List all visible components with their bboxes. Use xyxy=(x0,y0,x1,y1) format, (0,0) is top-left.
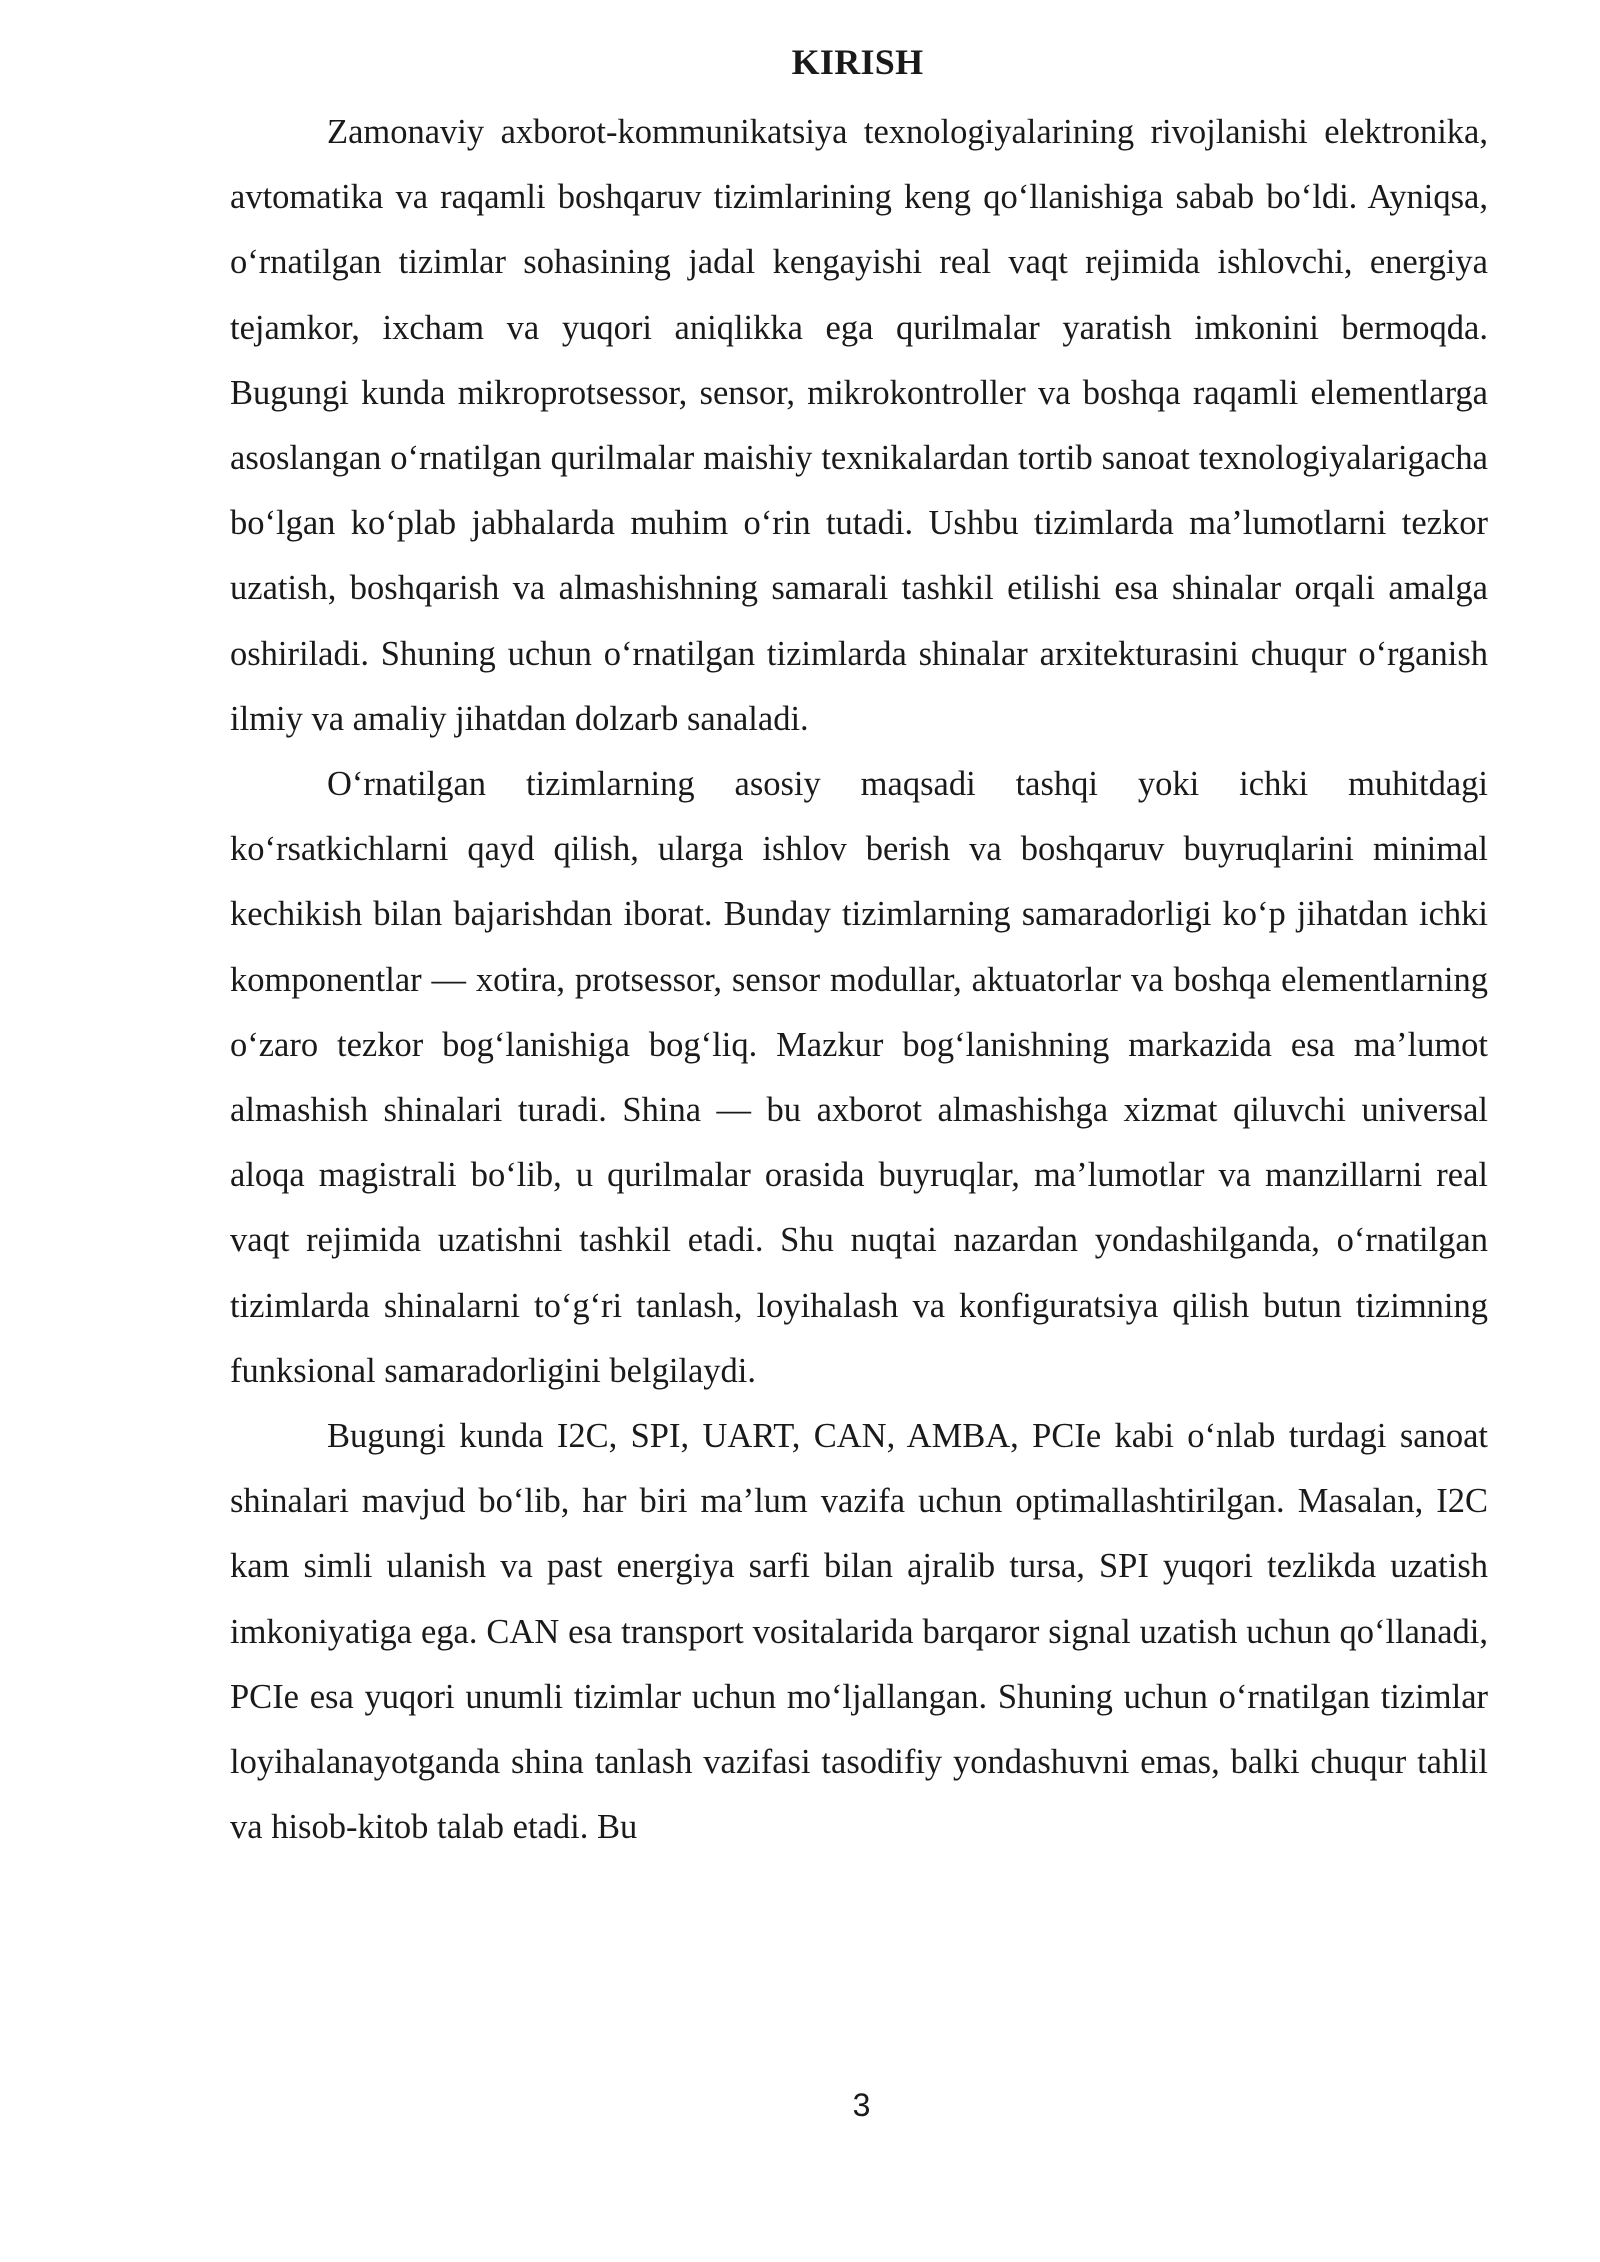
paragraph-1: Zamonaviy axborot-kommunikatsiya texnologiyalarining rivojlanishi elektronika, avtomatika va raqamli boshqaruv tizimlarining keng qo‘llanishiga sabab bo‘ldi. Ayniqsa, o‘rnatilgan tizimlar sohasining jadal kengayishi real vaqt rejimida ishlovchi, energiya tejamkor, ixcham va yuqori aniqlikka ega qurilmalar yaratish imkonini bermoqda. Bugungi kunda mikroprotsessor, sensor, mikrokontroller va boshqa raqamli elementlarga asoslangan o‘rnatilgan qurilmalar maishiy texnikalardan tortib sanoat texnologiyalarigacha bo‘lgan ko‘plab jabhalarda muhim o‘rin tutadi. Ushbu tizimlarda ma’lumotlarni tezkor uzatish, boshqarish va almashishning samarali tashkil etilishi esa shinalar orqali amalga oshiriladi. Shuning uchun o‘rnatilgan tizimlarda shinalar arxitekturasini chuqur o‘rganish ilmiy va amaliy jihatdan dolzarb sanaladi. xyxy=(230,113,1488,738)
section-heading: KIRISH xyxy=(791,42,924,82)
paragraph-2: O‘rnatilgan tizimlarning asosiy maqsadi tashqi yoki ichki muhitdagi ko‘rsatkichlarni qayd qilish, ularga ishlov berish va boshqaruv buyruqlarini minimal kechikish bilan bajarishdan iborat. Bunday tizimlarning samaradorligi ko‘p jihatdan ichki komponentlar — xotira, protsessor, sensor modullar, aktuatorlar va boshqa elementlarning o‘zaro tezkor bog‘lanishiga bog‘liq. Mazkur bog‘lanishning markazida esa ma’lumot almashish shinalari turadi. Shina — bu axborot almashishga xizmat qiluvchi universal aloqa magistrali bo‘lib, u qurilmalar orasida buyruqlar, ma’lumotlar va manzillarni real vaqt rejimida uzatishni tashkil etadi. Shu nuqtai nazardan yondashilganda, o‘rnatilgan tizimlarda shinalarni to‘g‘ri tanlash, loyihalash va konfiguratsiya qilish butun tizimning funksional samaradorligini belgilaydi. xyxy=(230,765,1488,1390)
page-number: 3 xyxy=(852,2087,871,2123)
body-text xyxy=(230,100,1488,1860)
paragraph-3: Bugungi kunda I2C, SPI, UART, CAN, AMBA, PCIe kabi o‘nlab turdagi sanoat shinalari mavjud bo‘lib, har biri ma’lum vazifa uchun optimallashtirilgan. Masalan, I2C kam simli ulanish va past energiya sarfi bilan ajralib tursa, SPI yuqori tezlikda uzatish imkoniyatiga ega. CAN esa transport vositalarida barqaror signal uzatish uchun qo‘llanadi, PCIe esa yuqori unumli tizimlar uchun mo‘ljallangan. Shuning uchun o‘rnatilgan tizimlar loyihalanayotganda shina tanlash vazifasi tasodifiy yondashuvni emas, balki chuqur tahlil va hisob-kitob talab etadi. Bu xyxy=(230,1417,1488,1847)
